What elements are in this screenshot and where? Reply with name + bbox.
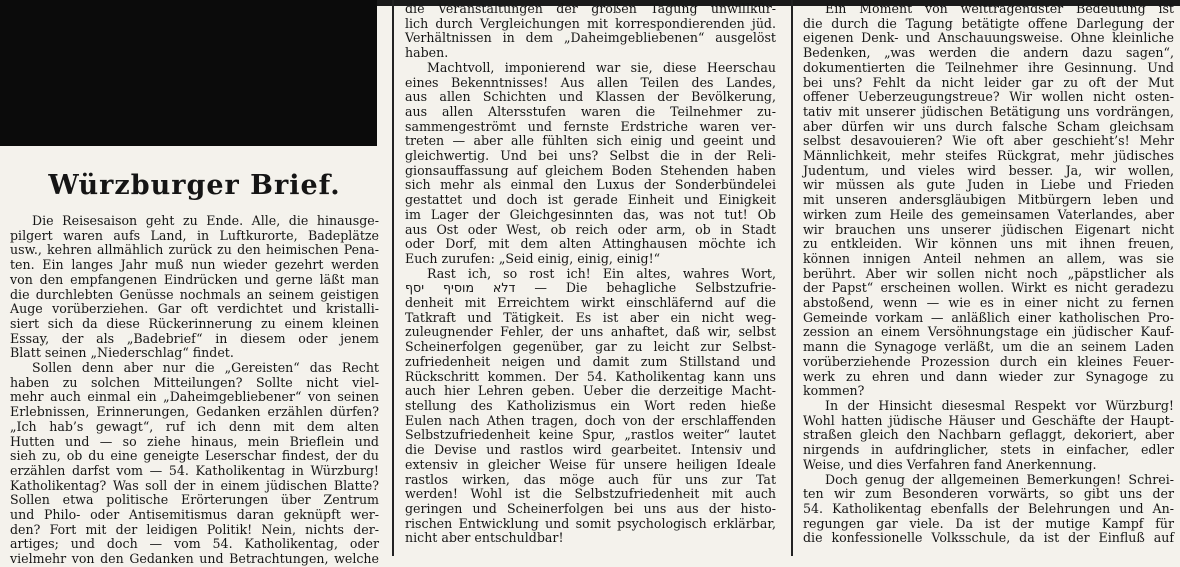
text-line: Machtvoll, imponierend war sie, diese Heerschau [427,59,776,75]
text-line: sieh zu, ob du eine geneigte Leserschar findest, der du [10,448,379,464]
article-headline: Würzburger Brief. [48,170,341,201]
text-line: treten — aber alle fühlten sich einig und geeint und [405,133,776,149]
hebrew-phrase: דלא מוסיף יסף [405,280,516,296]
text-line: gestattet und doch ist gerade Einheit und Einigkeit [405,192,776,208]
text-line: pilgert waren aufs Land, in Luftkurorte, Badeplätze [10,227,379,243]
text-line: „Ich hab’s gewagt“, ruf ich denn mit dem alten [10,418,379,434]
text-line: die durchlebten Genüsse nochmals an seinem geistigen [10,286,379,302]
text-line: zession an einem Versöhnungstage ein jüdischer Kauf- [803,324,1174,340]
column-3-text [803,2,1174,546]
text-line: werden! Wohl ist die Selbstzufriedenheit mit auch [405,486,776,502]
text-line: von den empfangenen Eindrücken und gerne läßt man [10,271,379,287]
text-line: lich durch Vergleichungen mit korrespondierenden jüd. [405,15,776,31]
text-line: wir müssen als gute Juden in Liebe und Frieden [803,177,1174,193]
text-line: Erlebnissen, Erinnerungen, Gedanken erzählen dürfen? [10,404,379,420]
column-1 [0,0,387,567]
text-line: werk zu ehren und dann wieder zur Synagoge zu [803,368,1174,384]
text-line: Essay, der als „Badebrief“ in diesem oder jenem [10,330,379,346]
text-line: Wohl hatten jüdische Häuser und Geschäfte der Haupt- [803,412,1174,428]
text-line: Ein Moment von weittragendster Bedeutung ist [825,1,1174,16]
text-line: Eulen nach Athen tragen, doch von der erschlaffenden [405,412,776,428]
text-line: kommen? [803,383,865,399]
text-line: Doch genug der allgemeinen Bemerkungen! Schrei- [825,471,1174,487]
text-line: straßen gleich den Nachbarn geflaggt, dekoriert, aber [803,427,1174,443]
text-line: Weise, und dies Verfahren fand Anerkennung. [803,456,1097,472]
text-line: Auge vorüberziehen. Gar oft verdichtet und kristalli- [10,301,379,317]
text-line: der Papst“ erscheinen wollen. Wirkt es nicht geradezu [803,280,1174,296]
text-line: Blatt seinen „Niederschlag“ findet. [10,345,234,361]
text-line: ten wir zum Besonderen vorwärts, so gibt uns der [803,486,1174,502]
text-line: nicht aber entschuldbar! [405,530,564,546]
text-line: oder Dorf, mit dem alten Attinghausen möchte ich [405,236,776,252]
text-line: haben zu solchen Mitteilungen? Sollte nicht viel- [10,374,379,390]
text-line: berührt. Aber wir sollen nicht noch „päpstlicher als [803,265,1174,281]
text-line: mann die Synagoge verläßt, um die an seinem Laden [803,339,1174,355]
text-line: die Devise und rastlos wird gearbeitet. Intensiv und [405,442,776,458]
text-line: dokumentierten die Teilnehmer ihre Gesinnung. Und [803,59,1174,75]
text-line: aus Ost oder West, ob reich oder arm, ob in Stadt [405,221,776,237]
text-line: Judentum, und vieles wird besser. Ja, wir wollen, [803,162,1174,178]
text-line: Hutten und — so ziehe hinaus, mein Brieflein und [10,433,379,449]
text-line: ten. Ein langes Jahr muß nun wieder gezehrt werden [10,257,379,273]
text-line: abstoßend, wenn — wie es in einer nicht zu fernen [803,295,1174,311]
text-line: eigenen Denk- und Anschauungsweise. Ohne kleinliche [803,30,1174,46]
text-line: Verhältnissen in dem „Daheimgebliebenen“ ausgelöst [405,30,776,46]
text-line: Sollen etwa politische Erörterungen über Zentrum [10,492,379,508]
text-line: geringen und Scheinerfolgen bei uns aus der histo- [405,500,776,516]
text-line: auch hier Lehren geben. Ueber die derzeitige Macht- [405,383,776,399]
text-line: aus allen Altersstufen waren die Teilnehmer zu- [405,103,776,119]
text-line: Katholikentag? Was soll der in einem jüdischen Blatte? [10,477,379,493]
text-line: tativ mit unserer jüdischen Betätigung uns vordrängen, [803,103,1174,119]
text-line: rastlos wirken, das möge auch für uns zur Tat [405,471,776,487]
line-remainder: — Die behagliche Selbstzufrie- [515,280,776,296]
column-2 [392,0,785,556]
text-line: haben. [405,45,449,61]
text-line: bei uns? Fehlt da nicht leider gar zu oft der Mut [803,74,1174,90]
text-line: Gemeinde vorkam — anläßlich einer katholischen Pro- [803,309,1174,325]
text-line: vorüberziehende Prozession durch ein kleines Feuer- [803,353,1174,369]
text-line: den? Fort mit der leidigen Politik! Nein, nichts der- [10,521,379,537]
text-line: Tatkraft und Tätigkeit. Es ist aber ein nicht weg- [405,309,776,325]
text-line: wirken zum Heile des gemeinsamen Vaterlandes, aber [803,206,1174,222]
column-1-text [10,214,379,567]
text-line [405,281,776,296]
text-line: Rückschritt kommen. Der 54. Katholikentag kann uns [405,368,776,384]
text-line: mehr auch einmal ein „Daheimgebliebener“ von seinen [10,389,379,405]
column-3 [791,0,1180,556]
text-line: artiges; und doch — vom 54. Katholikentag, oder [10,536,379,552]
text-line: sammengeströmt und fernste Erdstriche waren ver- [405,118,776,134]
text-line: Sollen denn aber nur die „Gereisten“ das Recht [32,360,379,376]
text-line: die konfessionelle Volksschule, da ist der Einfluß auf [803,530,1174,546]
text-line: gionsauffassung auf gleichem Boden Stehenden haben [405,162,776,178]
text-line: offener Ueberzeugungstreue? Wir wollen nicht osten- [803,89,1174,105]
text-line: stellung des Katholizismus ein Wort reden hieße [405,397,776,413]
text-line: eines Bekenntnisses! Aus allen Teilen des Landes, [405,74,776,90]
text-line: In der Hinsicht diesesmal Respekt vor Würzburg! [825,397,1174,413]
text-line: aber dürfen wir uns durch falsche Scham gleichsam [803,118,1174,134]
text-line: gleichwertig. Und bei uns? Selbst die in der Reli- [405,148,776,164]
text-line: die durch die Tagung betätigte offene Darlegung der [803,15,1174,31]
text-line: 54. Katholikentag ebenfalls der Belehrungen und An- [803,500,1174,516]
text-line: wir brauchen uns unserer jüdischen Eigenart nicht [803,221,1174,237]
text-line: denheit mit Erreichtem wirkt einschläfernd auf die [405,295,776,311]
text-line: und Philo- oder Antisemitismus daran geknüpft wer- [10,507,379,523]
text-line: Rast ich, so rost ich! Ein altes, wahres Wort, [427,265,776,281]
text-line: im Lager der Gleichgesinnten das, was not tut! Ob [405,206,776,222]
text-line: mit unseren andersgläubigen Mitbürgern leben und [803,192,1174,208]
text-line: extensiv in gleicher Weise für unsere heiligen Ideale [405,456,776,472]
text-line: die Veranstaltungen der großen Tagung unwillkür- [405,1,776,16]
text-line: zufriedenheit neigen und damit zum Stillstand und [405,353,776,369]
text-line: rischen Entwicklung und somit psychologisch erklärbar, [405,515,776,531]
text-line: siert sich da diese Rückerinnerung zu einem kleinen [10,315,379,331]
column-2-text [405,2,776,546]
text-line: zuleugnender Fehler, der uns anhaftet, daß wir, selbst [405,324,776,340]
text-line: selbst desavouieren? Wie oft aber geschieht’s! Mehr [803,133,1174,149]
text-line: nirgends in aufdringlicher, stets in einfacher, edler [803,442,1174,458]
text-line: Euch zurufen: „Seid einig, einig, einig!“ [405,250,661,266]
text-line: können innigen Anteil nehmen an allem, was sie [803,250,1174,266]
text-line: erzählen darfst vom — 54. Katholikentag in Würzburg! [10,462,379,478]
text-line: usw., kehren allmählich zurück zu den heimischen Pena- [10,242,379,258]
text-line: regungen gar viele. Da ist der mutige Kampf für [803,515,1174,531]
text-line: zu entkleiden. Wir können uns mit ihnen freuen, [803,236,1174,252]
text-line: Scheinerfolgen gegenüber, gar zu leicht zur Selbst- [405,339,776,355]
text-line: Männlichkeit, mehr steifes Rückgrat, mehr jüdisches [803,148,1174,164]
text-line: aus allen Schichten und Klassen der Bevölkerung, [405,89,776,105]
text-line: Die Reisesaison geht zu Ende. Alle, die hinausge- [32,213,379,228]
text-line: Selbstzufriedenheit keine Spur, „rastlos weiter“ lautet [405,427,776,443]
text-line: vielmehr von den Gedanken und Betrachtungen, welche [10,551,379,567]
text-line: sich mehr als einmal den Luxus der Sonderbündelei [405,177,776,193]
text-line: Bedenken, „was werden die andern dazu sagen“, [803,45,1174,61]
